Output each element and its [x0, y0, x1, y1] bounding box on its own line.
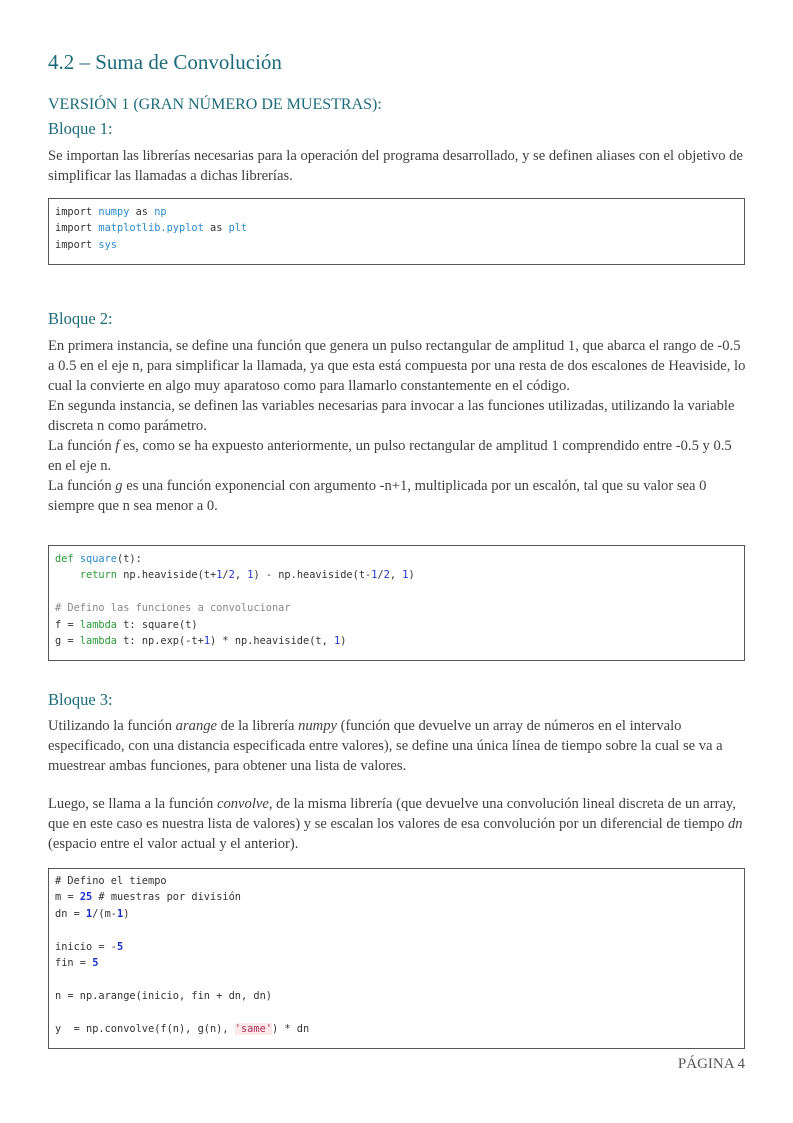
code-token: return: [79, 569, 118, 582]
code-token: lambda: [79, 634, 118, 647]
code-token: f =: [55, 618, 80, 631]
code-token: m =: [55, 891, 80, 904]
code-token: 2: [383, 569, 390, 582]
code-token: 1: [402, 569, 409, 582]
code-token: # Defino las funciones a convolucionar: [55, 602, 291, 615]
code-token: y = np.convolve(f(n), g(n),: [55, 1022, 235, 1035]
paragraph: La función f es, como se ha expuesto anteriormente, un pulso rectangular de amplitud 1 comprendido entre -0.5 y 0.5 en el eje n.: [48, 438, 732, 474]
code-token: inicio = -: [55, 940, 117, 953]
code-line: [55, 600, 738, 616]
code-token: dn =: [55, 907, 86, 920]
code-token: /: [377, 569, 384, 582]
code-token: sys: [98, 238, 118, 251]
code-token: 1: [334, 634, 341, 647]
code-token: /: [222, 569, 229, 582]
bloque2-text: [48, 336, 746, 516]
code-line: [55, 1004, 738, 1020]
code-token: (t):: [117, 553, 142, 565]
code-token: numpy: [98, 206, 130, 218]
code-token: 1: [247, 569, 254, 582]
code-token: import: [55, 222, 99, 235]
code-token: square: [79, 553, 118, 565]
code-token: matplotlib.pyplot: [98, 222, 204, 235]
code-line: [55, 889, 738, 905]
code-line: [55, 204, 738, 220]
bloque3-text: [48, 716, 746, 854]
code-token: as: [129, 206, 155, 218]
code-line: [55, 584, 738, 600]
code-token: 1: [117, 907, 124, 920]
code-token: fin =: [55, 956, 93, 969]
code-token: 5: [117, 940, 124, 953]
code-token: 1: [203, 634, 211, 647]
paragraph: En primera instancia, se define una función que genera un pulso rectangular de amplitud 1, que abarca el rango de -0.5 a 0.5 en el eje n, para simplificar la llamada, ya que esta está compuesta por una resta de dos escalones de Heaviside, lo cual la convierte en algo muy aparatoso como para llamarlo constantemente en el código.: [48, 338, 746, 394]
code-block-1: [48, 198, 745, 265]
code-token: as: [203, 222, 229, 235]
code-token: g =: [55, 634, 80, 647]
code-block-2: [48, 545, 745, 661]
code-token: 2: [228, 569, 235, 582]
code-token: import: [55, 206, 99, 218]
code-token: # muestras por división: [92, 891, 242, 904]
code-token: np.heaviside(t+: [117, 569, 217, 582]
code-token: # Defino el tiempo: [55, 875, 167, 887]
code-line: [55, 988, 738, 1004]
code-line: [55, 1021, 738, 1037]
code-token: t: np.exp(-t+: [117, 634, 204, 647]
bloque2-heading: Bloque 2:: [48, 309, 113, 328]
code-line: [55, 873, 738, 889]
code-token: ,: [389, 569, 403, 582]
code-line: [55, 220, 738, 236]
code-line: [55, 633, 738, 649]
code-token: ) * dn: [271, 1022, 310, 1035]
section-title: 4.2 – Suma de Convolución: [48, 50, 282, 74]
paragraph: Se importan las librerías necesarias para la operación del programa desarrollado, y se definen aliases con el objetivo de simplificar las llamadas a dichas librerías.: [48, 148, 743, 184]
version-heading: VERSIÓN 1 (GRAN NÚMERO DE MUESTRAS):: [48, 96, 382, 113]
code-line: [55, 922, 738, 938]
paragraph: Utilizando la función arange de la librería numpy (función que devuelve un array de números en el intervalo especificado, con una distancia especificada entre valores), se define una única línea de tiempo sobre la cual se va a muestrear ambas funciones, para obtener una lista de valores.: [48, 718, 723, 774]
code-token: 1: [371, 569, 378, 582]
code-token: 5: [92, 956, 99, 969]
bloque1-text: [48, 146, 746, 186]
code-token: ,: [234, 569, 248, 582]
code-line: [55, 551, 738, 567]
code-token: def: [55, 553, 80, 565]
code-token: plt: [228, 222, 248, 235]
code-token: np: [154, 206, 167, 218]
code-line: [55, 237, 738, 253]
paragraph: En segunda instancia, se definen las variables necesarias para invocar a las funciones utilizadas, utilizando la variable discreta n como parámetro.: [48, 398, 735, 434]
bloque3-heading: Bloque 3:: [48, 690, 113, 709]
code-token: ) * np.heaviside(t,: [210, 634, 335, 647]
code-line: [55, 906, 738, 922]
code-token: 1: [216, 569, 223, 582]
paragraph: La función g es una función exponencial con argumento -n+1, multiplicada por un escalón, tal que su valor sea 0 siempre que n sea menor a 0.: [48, 478, 707, 514]
page-number: PÁGINA 4: [677, 1056, 745, 1072]
code-token: 'same': [234, 1022, 272, 1035]
code-line: [55, 567, 738, 583]
code-token: ) - np.heaviside(t-: [253, 569, 372, 582]
code-token: import: [55, 238, 99, 251]
code-line: [55, 617, 738, 633]
code-line: [55, 971, 738, 987]
code-token: 1: [86, 907, 93, 920]
code-token: lambda: [79, 618, 118, 631]
code-token: 25: [79, 891, 93, 904]
code-token: /(m-: [92, 907, 118, 920]
code-token: n = np.arange(inicio, fin + dn, dn): [55, 989, 272, 1002]
code-line: [55, 955, 738, 971]
code-token: ): [123, 907, 130, 920]
code-token: [55, 569, 80, 581]
code-token: t: square(t): [117, 618, 198, 631]
code-block-3: [48, 868, 745, 1049]
code-token: ): [408, 569, 415, 582]
paragraph: Luego, se llama a la función convolve, de la misma librería (que devuelve una convolución lineal discreta de un array, que en este caso es nuestra lista de valores) y se escalan los valores de esa convolución por un diferencial de tiempo dn (espacio entre el valor actual y el anterior).: [48, 796, 743, 852]
bloque1-heading: Bloque 1:: [48, 119, 113, 138]
code-line: [55, 939, 738, 955]
code-token: ): [340, 634, 347, 647]
